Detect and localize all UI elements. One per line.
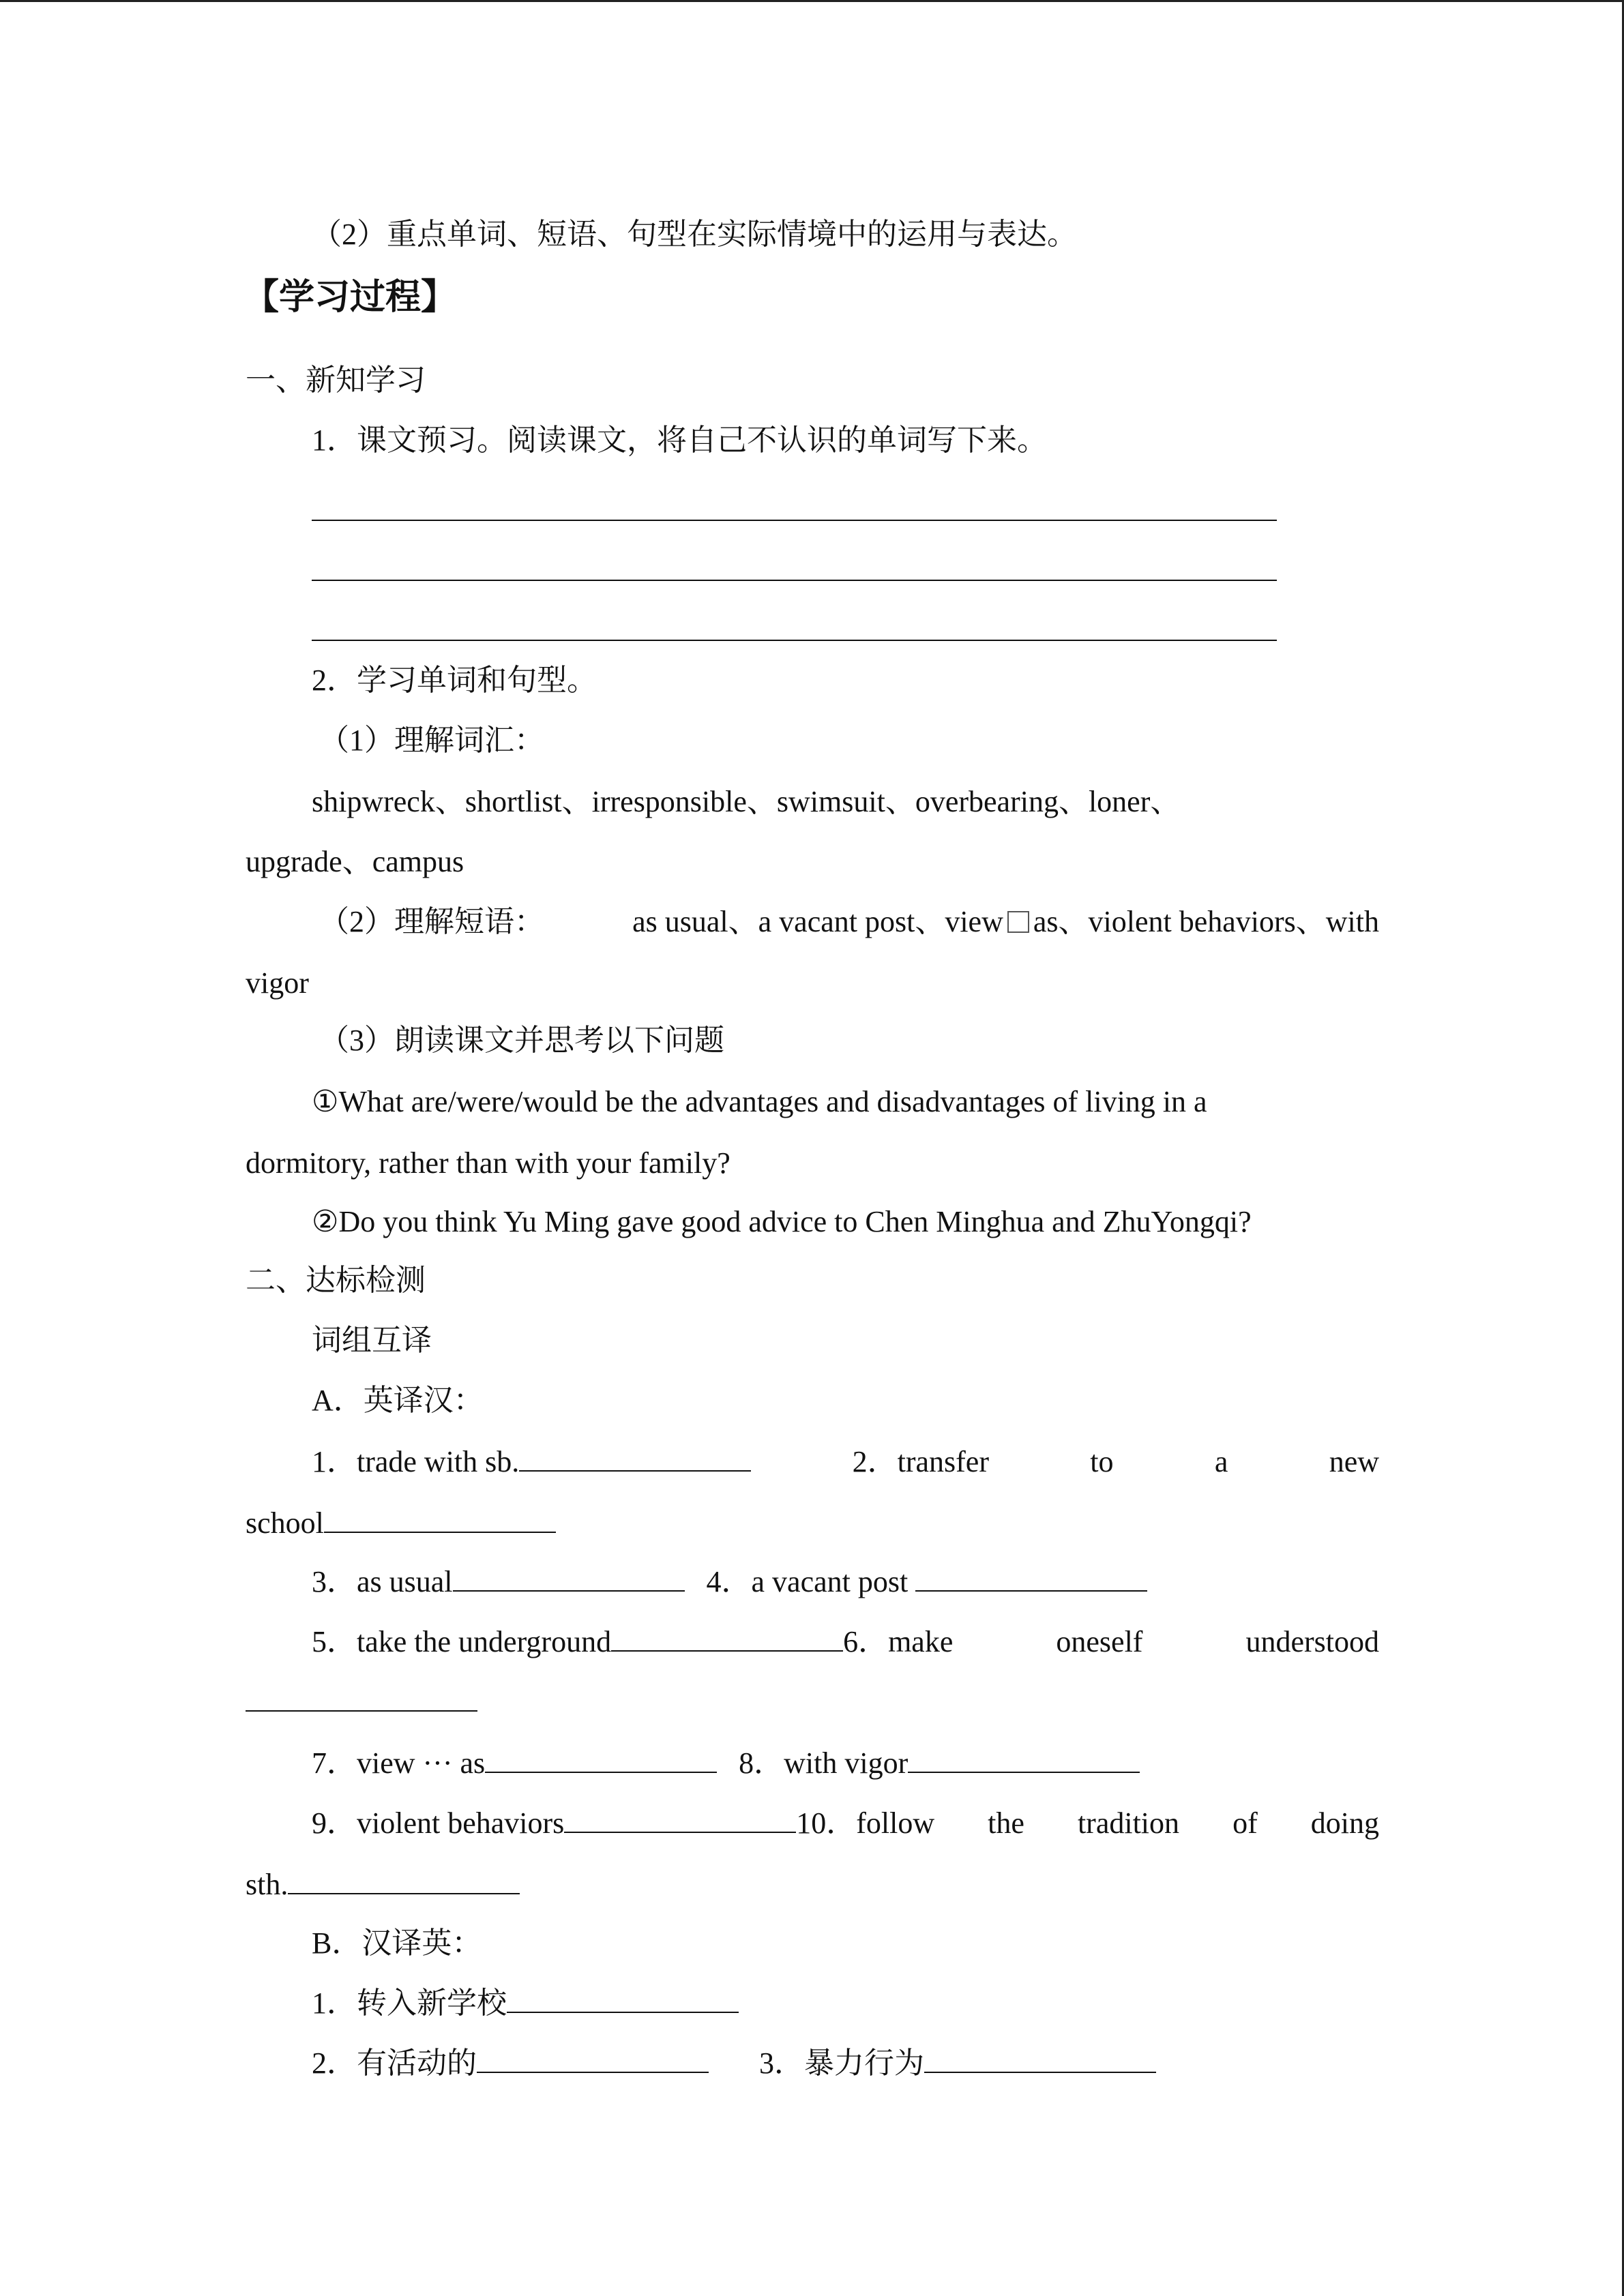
item-9-blank[interactable] [564,1804,796,1833]
exercise-row-5 [312,1804,1379,1843]
vocab-line-1: shipwreck、shortlist、irresponsible、swimsuit、overbearing、loner、 [312,785,1181,818]
item-6-word: oneself [1056,1625,1143,1658]
item-2-blank[interactable] [324,1504,556,1533]
answer-line-3[interactable] [312,640,1277,641]
part-b-label: B．汉译英： [312,1926,482,1960]
item-7-blank[interactable] [485,1744,717,1773]
item-2-word: 2．transfer [852,1445,989,1478]
vocab-line-2: upgrade、campus [246,845,464,878]
item-1-blank[interactable] [519,1443,751,1472]
b-item-1-blank[interactable] [507,1984,739,2013]
part-a-label: A．英译汉： [312,1384,484,1417]
exercise-row-3 [312,1623,1379,1661]
item-3: 3．as usual [312,1565,453,1598]
questions-label: （3）朗读课文并思考以下问题 [319,1024,724,1057]
item-10-continuation: sth. [246,1866,520,1904]
section-heading: 【学习过程】 [243,277,457,318]
part1-title: 一、新知学习 [246,363,426,397]
item-8-blank[interactable] [908,1744,1140,1773]
item-10-word: doing [1310,1806,1379,1840]
part2-title: 二、达标检测 [246,1264,426,1297]
part2-subtitle: 词组互译 [312,1324,432,1357]
step1-instruction: 1．课文预习。阅读课文，将自己不认识的单词写下来。 [312,423,1047,457]
exercise-row-2 [312,1563,1147,1601]
b-item-3-blank[interactable] [924,2044,1156,2073]
item-10-word: of [1232,1806,1258,1840]
item-5: 5．take the underground 6．make [312,1623,953,1661]
answer-line-2[interactable] [312,580,1277,581]
objective-item-2: （2）重点单词、短语、句型在实际情境中的运用与表达。 [312,218,1077,251]
item-2-continuation: school [246,1504,556,1542]
missing-glyph-box [1007,911,1029,933]
question-1-line-2: dormitory, rather than with your family? [246,1146,730,1180]
b-item-2: 2．有活动的 [312,2046,477,2080]
item-5-blank[interactable] [611,1623,843,1652]
item-10-word: tradition [1077,1806,1180,1840]
b-item-3: 3．暴力行为 [759,2046,924,2080]
item-4-blank[interactable] [915,1563,1147,1592]
question-1-line-1: ①What are/were/would be the advantages and disadvantages of living in a [312,1085,1207,1118]
exercise-row-1 [312,1443,1379,1481]
exercise-row-4 [312,1744,1140,1783]
phrases-line-1 [319,903,1379,941]
item-4: 4．a vacant post [706,1565,909,1598]
b-item-2-blank[interactable] [477,2044,709,2073]
item-3-blank[interactable] [453,1563,685,1592]
item-9: 9．violent behaviors 10．follow [312,1804,934,1843]
step2-instruction: 2．学习单词和句型。 [312,664,597,697]
item-6-blank[interactable] [246,1683,477,1712]
b-row-2 [312,2044,1156,2083]
phrases-label: （2）理解短语： [319,905,544,938]
vocab-label: （1）理解词汇： [319,724,544,757]
question-2: ②Do you think Yu Ming gave good advice to Chen Minghua and ZhuYongqi? [312,1205,1252,1238]
answer-line-1[interactable] [312,520,1277,521]
item-8: 8．with vigor [739,1746,909,1780]
b-item-1: 1．转入新学校 [312,1984,739,2023]
item-7: 7．view ··· as [312,1746,486,1780]
item-2-word: new [1329,1445,1379,1478]
item-10-blank[interactable] [288,1866,520,1894]
item-6-continuation [246,1683,477,1721]
item-1: 1．trade with sb. [312,1443,751,1481]
phrases-text: as usual、a vacant post、view as、violent behaviors、with [632,905,1379,938]
phrases-line-2: vigor [246,966,309,1000]
item-2-word: to [1090,1445,1114,1478]
item-10-word: the [988,1806,1024,1840]
item-6-word: understood [1245,1625,1379,1658]
page-top-border [0,0,1624,2]
item-2-word: a [1214,1445,1228,1478]
